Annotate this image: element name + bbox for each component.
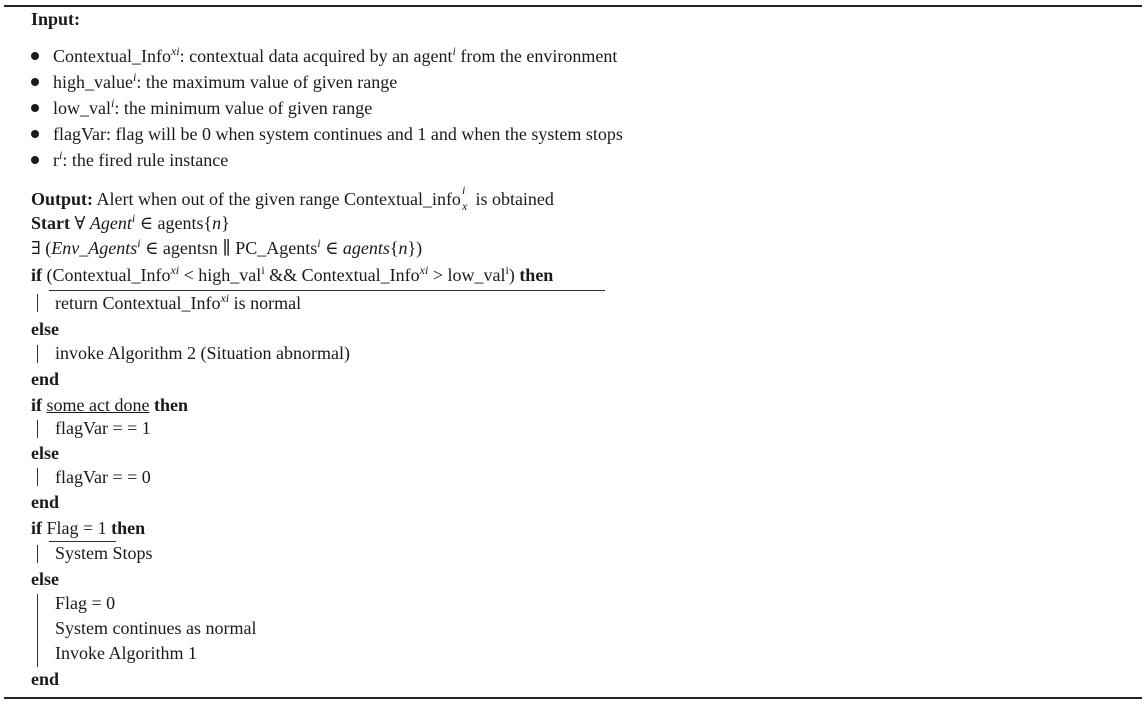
block-bar: [37, 294, 38, 312]
bottom-rule: [4, 697, 1142, 699]
start-line: Start ∀ Agent$^i$ ∈ agents{n}: [31, 211, 230, 233]
condition-overline: [49, 290, 605, 291]
output-line: Output: Alert when out of the given range Contextual_info i x is obtained: [31, 183, 554, 213]
top-rule: [4, 5, 1142, 7]
input-item-high-value: high_value$^i$: the maximum value of given range: [53, 70, 398, 92]
if1-then-line: return Contextual_Info$^{xi}$ is normal: [55, 291, 302, 313]
bullet-icon: [31, 130, 39, 138]
bullet-icon: [31, 156, 39, 164]
input-item-flagvar: flagVar: flag will be 0 when system continues and 1 and when the system stops: [53, 124, 623, 144]
else-keyword: else: [31, 319, 59, 339]
if1-line: if (Contextual_Info$^{xi}$ < high_val$^i$ && Contextual_Info$^{xi}$ > low_val$^i$) then: [31, 263, 554, 285]
input-item-rule-instance: $r^i$: the fired rule instance: [53, 148, 229, 170]
if3-then-line: System Stops: [55, 543, 153, 563]
input-item-contextual-info: Contextual_Info$^{xi}$: contextual data acquired by an agent$^i$ from the environment: [53, 44, 618, 66]
exists-line: ∃ (Env_Agents$^i$ ∈ agentsn ∥ PC_Agents$^i$ ∈ agents{n}): [31, 236, 423, 258]
bullet-icon: [31, 78, 39, 86]
end-keyword: end: [31, 492, 60, 512]
if2-else-line: flagVar = = 0: [55, 467, 151, 487]
if3-else-line-2: System continues as normal: [55, 618, 257, 638]
if2-then-line: flagVar = = 1: [55, 418, 151, 438]
input-item-low-val: low_val$^i$: the minimum value of given range: [53, 96, 373, 118]
input-heading: Input:: [31, 9, 81, 29]
else-keyword: else: [31, 569, 59, 589]
end-keyword: end: [31, 669, 60, 689]
block-bar: [37, 468, 38, 486]
block-bar: [37, 545, 38, 563]
block-bar: [37, 345, 38, 363]
bullet-icon: [31, 104, 39, 112]
if3-line: if Flag = 1 then: [31, 518, 146, 538]
else-keyword: else: [31, 443, 59, 463]
if3-else-line-3: Invoke Algorithm 1: [55, 643, 197, 663]
block-bar: [37, 594, 38, 667]
if1-else-line: invoke Algorithm 2 (Situation abnormal): [55, 343, 350, 363]
if3-else-line-1: Flag = 0: [55, 593, 116, 613]
if2-line: if some act done then: [31, 395, 188, 415]
block-bar: [37, 420, 38, 438]
end-keyword: end: [31, 369, 60, 389]
bullet-icon: [31, 52, 39, 60]
